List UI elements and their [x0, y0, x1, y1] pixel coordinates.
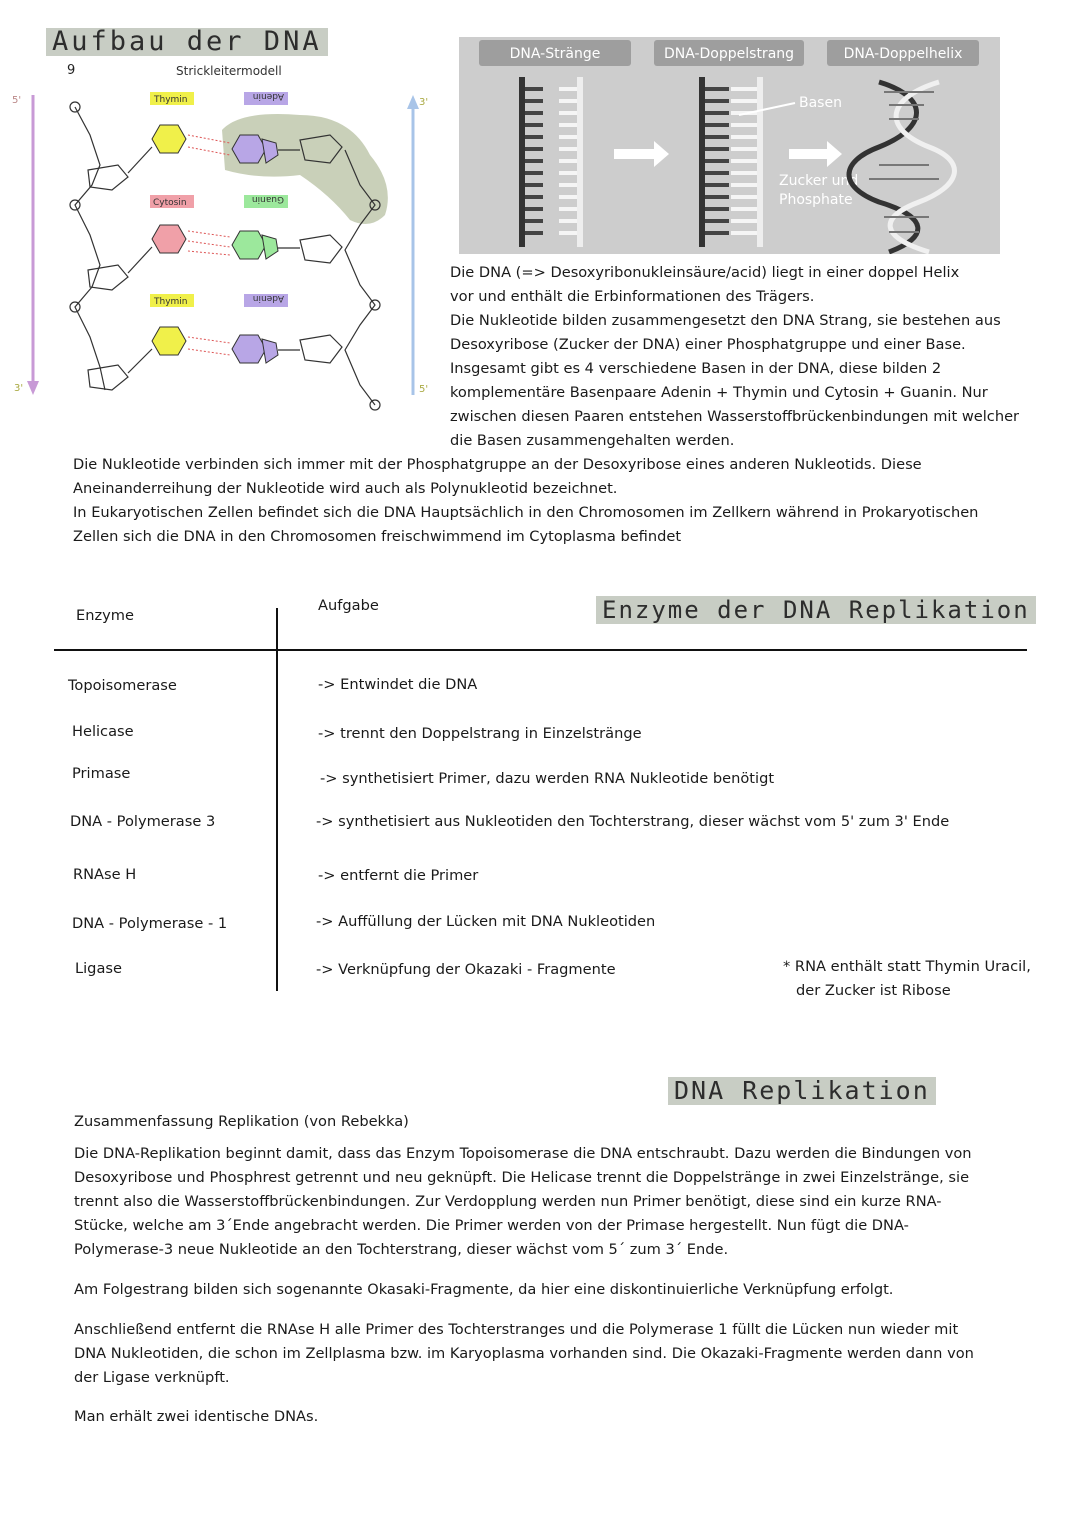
summary-line: Anschließend entfernt die RNAse H alle Primer des Tochterstranges und die Polymerase 1 füllt die Lücken nun wieder mit	[74, 1321, 959, 1338]
title-enzyme: Enzyme der DNA Replikation	[596, 596, 1036, 624]
figure-caption: Strickleitermodell	[176, 64, 282, 78]
intro-line: Die Nukleotide bilden zusammengesetzt den DNA Strang, sie bestehen aus	[450, 312, 1001, 329]
dna-helix-figure	[459, 37, 1000, 254]
label-guanin: Guanin	[251, 194, 284, 204]
label-adenin-1: Adenin	[252, 91, 284, 101]
summary-line: Stücke, welche am 3´Ende angebracht werden. Die Primer werden von der Primase hergestellt. Nun fügt die DNA-	[74, 1217, 909, 1234]
svg-text:DNA-Doppelhelix: DNA-Doppelhelix	[843, 46, 963, 62]
header-aufgabe: Aufgabe	[318, 597, 379, 614]
intro-line: vor und enthält die Erbinformationen des Trägers.	[450, 288, 815, 305]
left-3-prime: 3'	[14, 383, 24, 394]
enzyme-name: DNA - Polymerase 3	[70, 813, 216, 830]
summary-heading: Zusammenfassung Replikation (von Rebekka)	[74, 1113, 409, 1130]
svg-text:DNA-Stränge: DNA-Stränge	[509, 46, 601, 62]
intro-line: zwischen diesen Paaren entstehen Wasserstoffbrückenbindungen mit welcher	[450, 408, 1020, 425]
label-thymin-1: Thymin	[154, 95, 188, 105]
intro-line: Insgesamt gibt es 4 verschiedene Basen in der DNA, diese bilden 2	[450, 360, 942, 377]
para-line: Zellen sich die DNA in den Chromosomen freischwimmend im Cytoplasma befindet	[73, 528, 682, 545]
ladder-model-figure	[0, 55, 440, 435]
title-replikation: DNA Replikation	[668, 1077, 936, 1105]
header-enzyme: Enzyme	[76, 607, 134, 624]
enzyme-aufgabe: -> synthetisiert aus Nukleotiden den Tochterstrang, dieser wächst vom 5' zum 3' Ende	[316, 813, 950, 830]
summary-paragraph-1	[74, 1142, 1064, 1262]
summary-paragraph-2: Am Folgestrang bilden sich sogenannte Okasaki-Fragmente, da hier eine diskontinuierliche Verknüpfung erfolgt.	[74, 1281, 894, 1298]
summary-line: Desoxyribose und Phosphrest getrennt und neu geknüpft. Die Helicase trennt die Doppelstränge in zwei Einzelstränge, sie	[74, 1169, 970, 1186]
summary-paragraph-3	[74, 1318, 1064, 1390]
table-column-divider	[276, 608, 278, 991]
intro-line: die Basen zusammengehalten werden.	[450, 432, 735, 449]
table-header-divider	[54, 649, 1027, 651]
para-line: In Eukaryotischen Zellen befindet sich die DNA Hauptsächlich in den Chromosomen im Zellkern während in Prokaryotischen	[73, 504, 979, 521]
summary-line: der Ligase verknüpft.	[74, 1369, 230, 1386]
left-5-prime: 5'	[12, 95, 22, 106]
summary-line: DNA Nukleotiden, die schon im Zellplasma bzw. im Karyoplasma vorhanden sind. Die Okazaki-Fragmente werden dann von	[74, 1345, 974, 1362]
para-line: Aneinanderreihung der Nukleotide wird auch als Polynukleotid bezeichnet.	[73, 480, 618, 497]
title-aufbau: Aufbau der DNA	[46, 28, 328, 56]
intro-text	[450, 261, 1060, 453]
summary-paragraph-4: Man erhält zwei identische DNAs.	[74, 1408, 319, 1425]
right-5-prime: 5'	[419, 384, 429, 395]
intro-line: Desoxyribose (Zucker der DNA) einer Phosphatgruppe und einer Base.	[450, 336, 966, 353]
label-zucker-2: Phosphate	[779, 192, 853, 208]
figure-number: 9	[67, 63, 76, 78]
summary-line: Polymerase-3 neue Nukleotide an den Tochterstrang, dieser wächst vom 5´ zum 3´ Ende.	[74, 1241, 729, 1258]
enzyme-name: Topoisomerase	[68, 677, 177, 694]
enzyme-aufgabe: -> Entwindet die DNA	[318, 676, 478, 693]
label-basen: Basen	[799, 95, 842, 111]
enzyme-aufgabe: -> trennt den Doppelstrang in Einzelstränge	[318, 725, 642, 742]
enzyme-aufgabe: -> entfernt die Primer	[318, 867, 479, 884]
enzyme-name: RNAse H	[73, 866, 137, 883]
enzyme-name: DNA - Polymerase - 1	[72, 915, 228, 932]
intro-paragraph-2	[73, 453, 1063, 549]
enzyme-aufgabe: -> synthetisiert Primer, dazu werden RNA Nukleotide benötigt	[320, 770, 775, 787]
rna-note-line2: der Zucker ist Ribose	[796, 982, 951, 999]
enzyme-aufgabe: -> Auffüllung der Lücken mit DNA Nukleotiden	[316, 913, 656, 930]
label-cytosin: Cytosin	[153, 198, 187, 208]
summary-line: Die DNA-Replikation beginnt damit, dass das Enzym Topoisomerase die DNA entschraubt. Dazu werden die Bindungen von	[74, 1145, 972, 1162]
right-3-prime: 3'	[419, 97, 429, 108]
enzyme-name: Ligase	[75, 960, 122, 977]
label-zucker-1: Zucker und	[779, 173, 859, 189]
summary-line: trennt also die Wasserstoffbrückenbindungen. Zur Verdopplung werden nun Primer benötigt, diese sind ein kurze RNA-	[74, 1193, 942, 1210]
svg-text:DNA-Doppelstrang: DNA-Doppelstrang	[663, 46, 795, 62]
enzyme-name: Helicase	[72, 723, 134, 740]
intro-line: Die DNA (=> Desoxyribonukleinsäure/acid) liegt in einer doppel Helix	[450, 264, 960, 281]
para-line: Die Nukleotide verbinden sich immer mit der Phosphatgruppe an der Desoxyribose eines anderen Nukleotids. Diese	[73, 456, 922, 473]
intro-line: komplementäre Basenpaare Adenin + Thymin und Cytosin + Guanin. Nur	[450, 384, 988, 401]
label-adenin-2: Adenin	[252, 293, 284, 303]
rna-note-line1: * RNA enthält statt Thymin Uracil,	[783, 958, 1031, 975]
label-thymin-2: Thymin	[154, 297, 188, 307]
enzyme-name: Primase	[72, 765, 131, 782]
enzyme-aufgabe: -> Verknüpfung der Okazaki - Fragmente	[316, 961, 616, 978]
